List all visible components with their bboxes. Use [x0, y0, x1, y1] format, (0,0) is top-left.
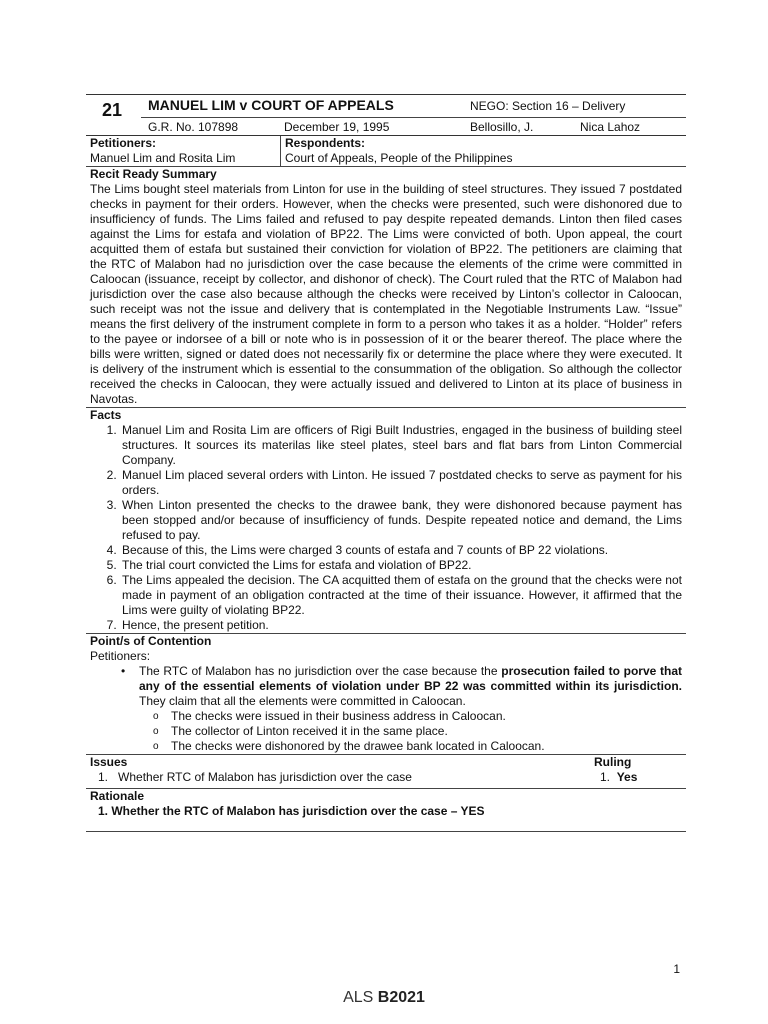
facts-heading: Facts: [90, 408, 122, 422]
circle-bullet-icon: o: [153, 726, 159, 737]
contention-list: [90, 664, 682, 754]
respondents-value: Court of Appeals, People of the Philippines: [285, 151, 513, 165]
ponente: Bellosillo, J.: [470, 120, 534, 134]
gr-number: G.R. No. 107898: [148, 120, 239, 134]
issue-text: Whether RTC of Malabon has jurisdiction over the case: [118, 770, 412, 784]
fact-item: 1. Manuel Lim and Rosita Lim are officers of Rigi Built Industries, engaged in the business of building steel structures. It sources its materilas like steel plates, steel bars and flat bars from Linton Commercial Company.: [120, 423, 682, 468]
rationale-item: 1. Whether the RTC of Malabon has jurisdiction over the case – YES: [98, 804, 485, 818]
footer-year: B2021: [377, 989, 425, 1006]
fact-item: 3. When Linton presented the checks to the drawee bank, they were dishonored because payment has been stopped and/or because of insufficiency of funds. Despite repeated notice and demand, the Lims refused to pay.: [120, 498, 682, 543]
contention-sub-item: [153, 739, 682, 754]
case-digest: [86, 94, 686, 832]
ruling-number: 1.: [600, 770, 611, 784]
contention-text-post: They claim that all the elements were committed in Caloocan.: [139, 694, 466, 708]
contention-sub-text: The checks were dishonored by the drawee bank located in Caloocan.: [171, 739, 545, 753]
issue-cell: [90, 770, 412, 785]
fact-item: 6. The Lims appealed the decision. The CA acquitted them of estafa on the ground that the checks were not made in payment of an obligation contracted at the time of their issuance. However, it affirmed that the Lims were guilty of violating BP22.: [120, 573, 682, 618]
contention-text-pre: The RTC of Malabon has no jurisdiction over the case because the: [139, 664, 502, 678]
fact-item: 4. Because of this, the Lims were charged 3 counts of estafa and 7 counts of BP 22 violations.: [120, 543, 682, 558]
petitioners-label: Petitioners:: [90, 136, 157, 150]
issues-heading: Issues: [90, 755, 128, 769]
ruling-heading: Ruling: [594, 755, 632, 769]
recit-summary-text: The Lims bought steel materials from Linton for use in the building of steel structures. They issued 7 postdated checks in payment for their orders. However, when the checks were presented, such were dishonored due to insufficiency of funds. The Lims failed and refused to pay despite repeated demands. Linton then filed cases against the Lims for estafa and violation of BP22. The Lims were convicted of both. Upon appeal, the court acquitted them of estafa but sustained their conviction for violation of BP22. The petitioners are claiming that the RTC of Malabon had no jurisdiction over the case because the elements of the crime were committed in Caloocan (issuance, receipt by collector, and dishonor of check). The Court ruled that the RTC of Malabon had jurisdiction over the case also because although the checks were received by Linton’s collector in Caloocan, such receipt was not the issue and delivery that is contemplated in the Negotiable Instruments Law. “Issue” means the first delivery of the instrument complete in form to a person who takes it as a holder. “Holder” refers to the payee or indorsee of a bill or note who is in possession of it or the bearer thereof. The place where the bills were written, signed or dated does not necessarily fix or determine the place where they were executed. It is delivery of the instrument which is essential to the consummation of the obligation. So although the collector received the checks in Caloocan, they were actually issued and delivered to Linton at its place of business in Navotas.: [90, 182, 682, 406]
footer-label: [0, 990, 768, 1005]
contention-sub-list: [139, 709, 682, 754]
issues-header-row: [90, 755, 682, 770]
facts-section: [86, 408, 686, 634]
ruling-cell: [594, 770, 682, 785]
case-header: [86, 94, 686, 136]
petitioners-value: Manuel Lim and Rosita Lim: [90, 151, 236, 165]
footer-prefix: ALS: [343, 989, 378, 1006]
page-number: 1: [673, 962, 680, 976]
issue-row: [90, 770, 682, 785]
contention-heading: Point/s of Contention: [90, 634, 212, 648]
contention-sub-item: [153, 724, 682, 739]
case-title: MANUEL LIM v COURT OF APPEALS: [148, 97, 394, 113]
case-subject: NEGO: Section 16 – Delivery: [470, 99, 626, 113]
contention-sub-item: [153, 709, 682, 724]
contention-sub-text: The collector of Linton received it in the same place.: [171, 724, 448, 738]
issue-number: 1.: [98, 770, 109, 784]
recit-summary-section: [86, 167, 686, 408]
contention-item: [121, 664, 682, 754]
petitioners-cell: [86, 136, 281, 166]
respondents-label: Respondents:: [285, 136, 366, 150]
fact-item: 7. Hence, the present petition.: [120, 618, 682, 633]
recit-summary-heading: Recit Ready Summary: [90, 167, 217, 181]
digest-author: Nica Lahoz: [580, 120, 641, 134]
circle-bullet-icon: o: [153, 741, 159, 752]
fact-item: 5. The trial court convicted the Lims for estafa and violation of BP22.: [120, 558, 682, 573]
rationale-section: [86, 789, 686, 832]
fact-item: 2. Manuel Lim placed several orders with Linton. He issued 7 postdated checks to serve as payment for his orders.: [120, 468, 682, 498]
case-number: 21: [102, 100, 123, 120]
issues-section: [86, 755, 686, 789]
ruling-value: Yes: [616, 770, 638, 784]
contention-sub-text: The checks were issued in their business address in Caloocan.: [171, 709, 506, 723]
header-divider: [141, 117, 686, 118]
contention-party: Petitioners:: [90, 649, 151, 663]
contention-section: [86, 634, 686, 755]
circle-bullet-icon: o: [153, 711, 159, 722]
respondents-cell: [281, 136, 686, 166]
decision-date: December 19, 1995: [284, 120, 390, 134]
parties-table: [86, 136, 686, 167]
bullet-icon: •: [121, 664, 126, 678]
facts-list: [90, 423, 682, 633]
rationale-heading: Rationale: [90, 789, 145, 803]
contention-text-bold: prosecution failed to porve that any of the essential elements of violation under BP 22 was committed within its jurisdiction.: [139, 664, 682, 693]
